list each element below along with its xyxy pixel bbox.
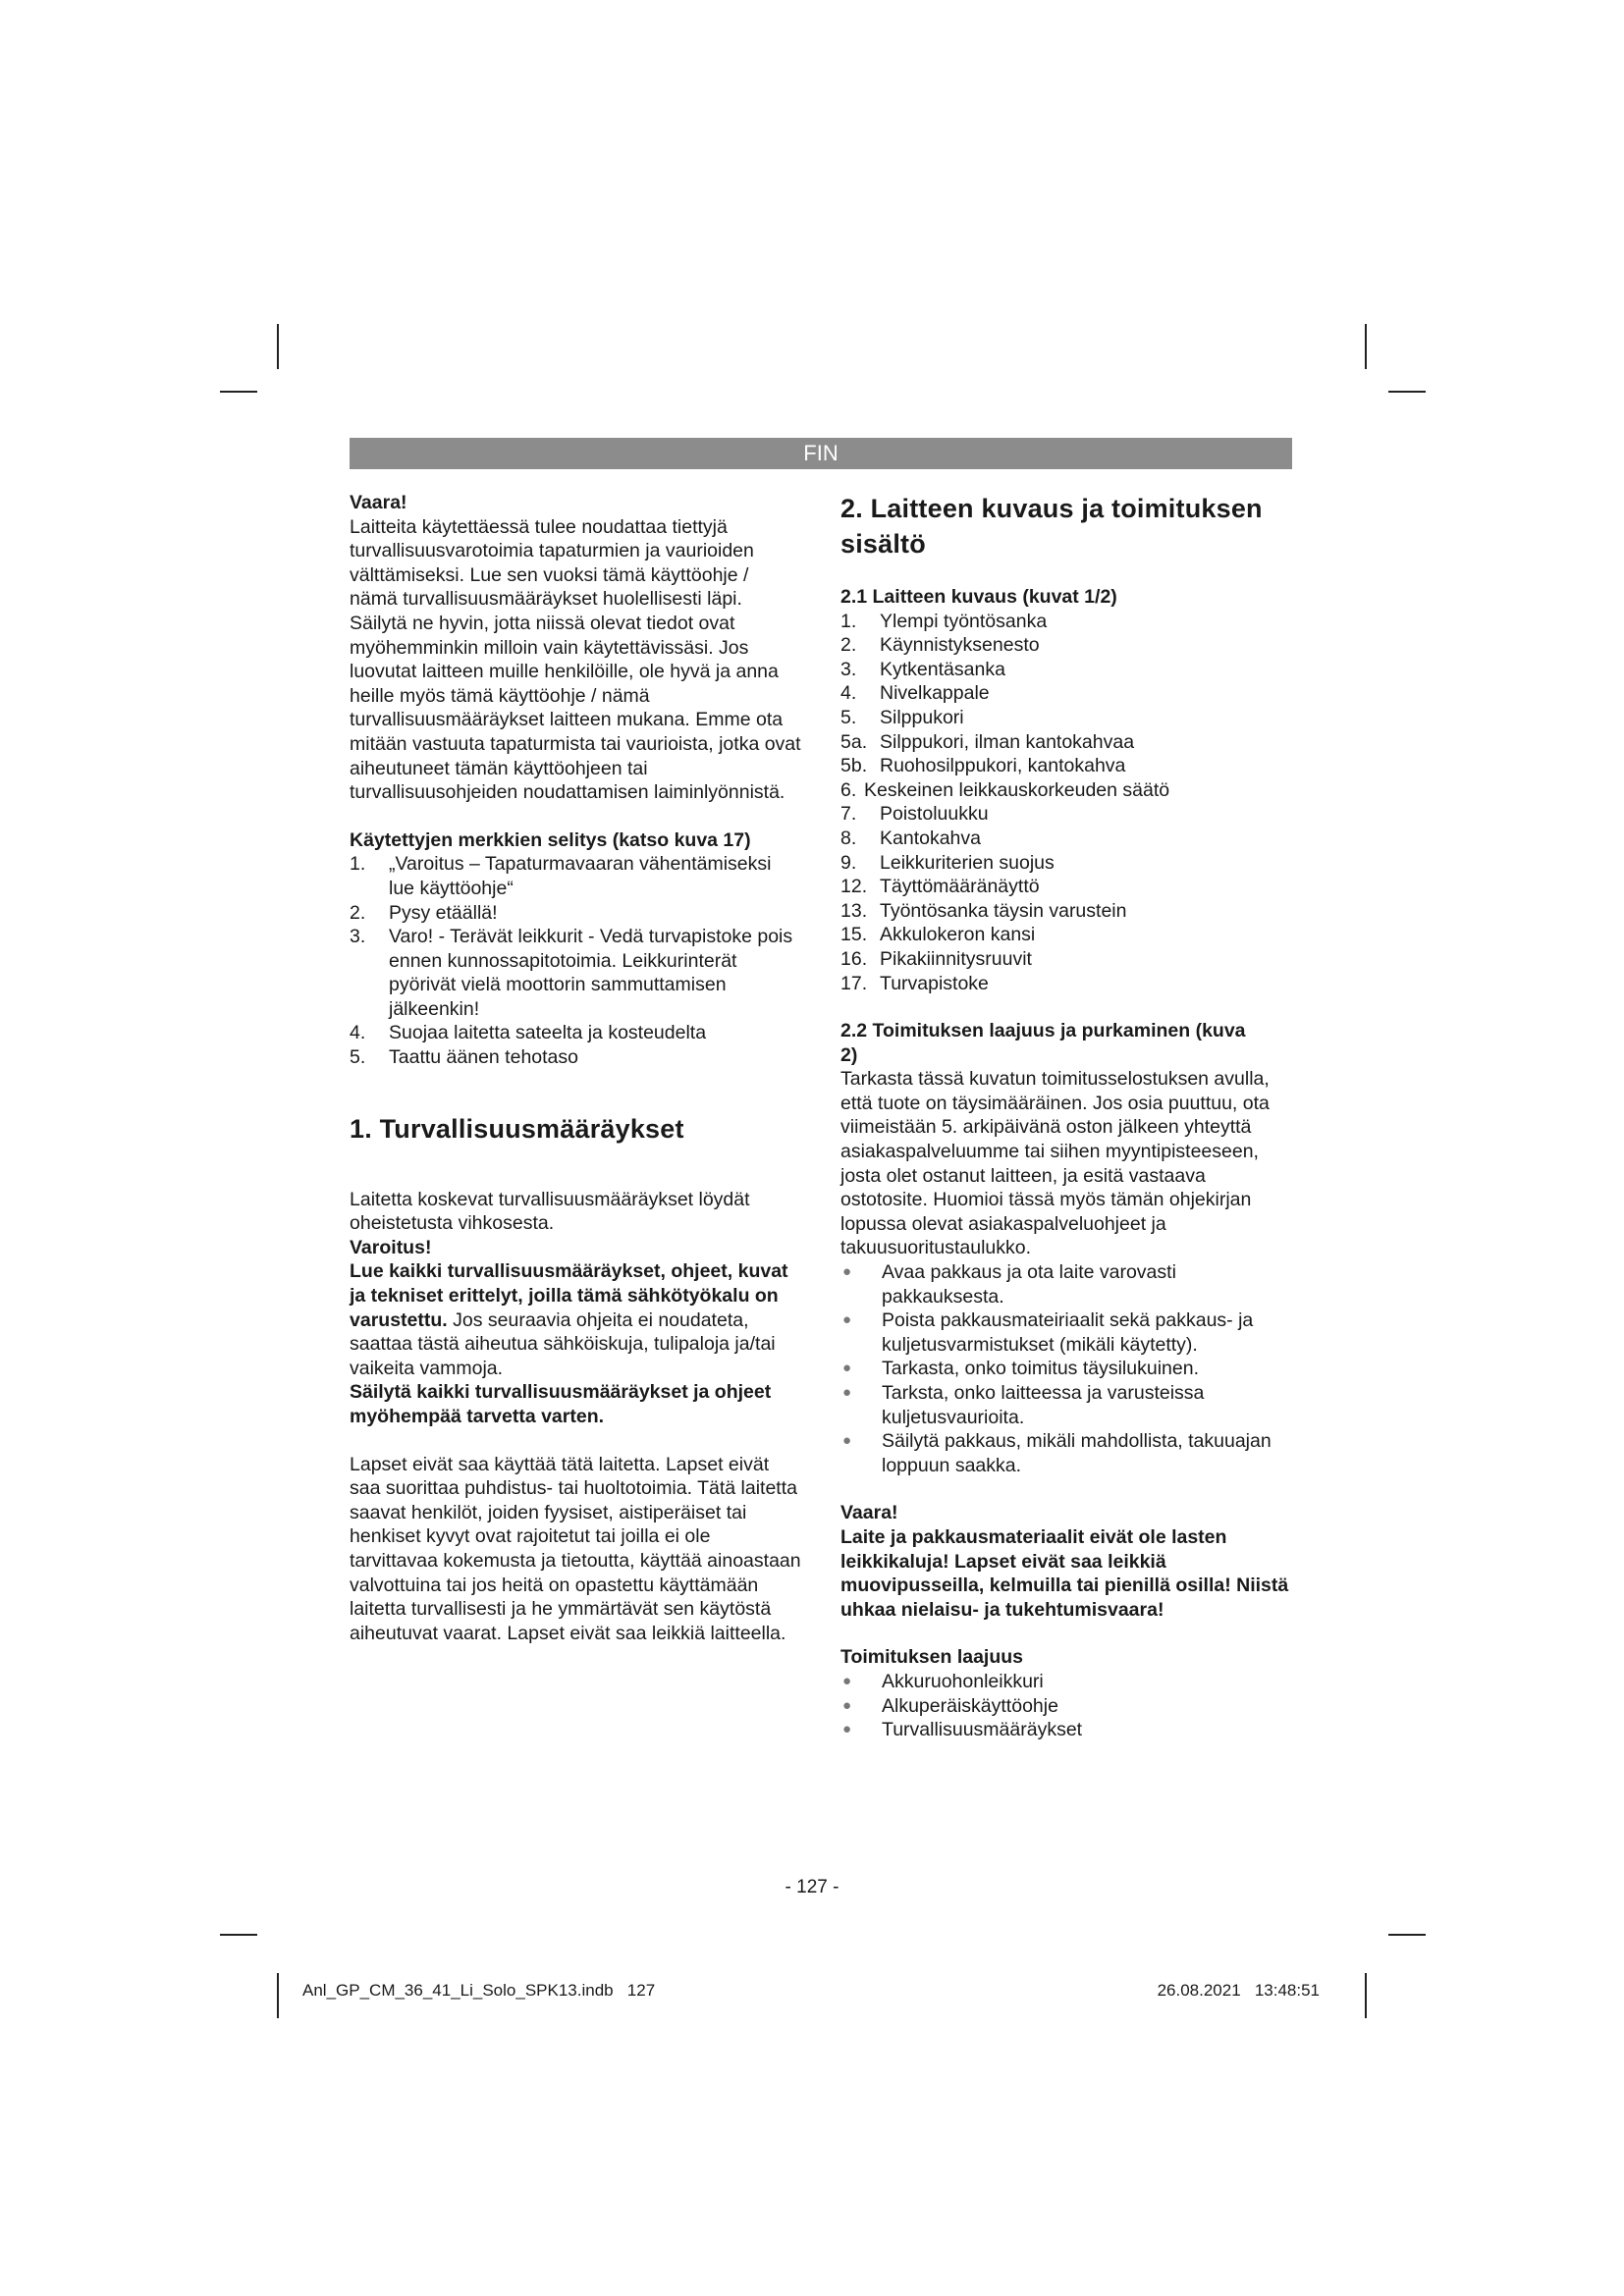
parts-list: [840, 610, 1292, 996]
warning-2-title: Varoitus!: [350, 1236, 432, 1258]
item-text: Tarksta, onko laitteessa ja varusteissa kuljetusvaurioita.: [882, 1382, 1205, 1428]
symbols-list: [350, 852, 801, 1069]
list-item: [840, 972, 1292, 996]
list-item: [840, 730, 1292, 755]
item-number: 7.: [840, 803, 857, 826]
item-text: Varo! - Terävät leikkurit - Vedä turvapistoke pois ennen kunnossapitotoimia. Leikkurinterät pyörivät vielä moottorin sammuttamisen jälkeenkin!: [389, 926, 793, 1020]
list-item: [350, 901, 801, 926]
symbols-title: Käytettyjen merkkien selitys (katso kuva 17): [350, 828, 751, 851]
item-number: 3.: [840, 658, 857, 680]
warning-2-keep: Säilytä kaikki turvallisuusmääräykset ja ohjeet myöhempää tarvetta varten.: [350, 1381, 772, 1427]
list-item: [350, 925, 801, 1021]
list-item: ● Säilytä pakkaus, mikäli mahdollista, takuuajan loppuun saakka.: [840, 1429, 1292, 1477]
list-item: [840, 610, 1292, 634]
item-text: Avaa pakkaus ja ota laite varovasti pakkauksesta.: [882, 1261, 1176, 1308]
item-text: Täyttömääränäyttö: [880, 876, 1040, 898]
list-item: [840, 851, 1292, 876]
children-text: Lapset eivät saa käyttää tätä laitetta. Lapset eivät saa suorittaa puhdistus- tai huoltotoimia. Tätä laitetta saavat henkilöt, joiden fyysiset, aistiperäiset tai henkiset kyvyt ovat rajoitetut tai joilla ei ole tarvittavaa kokemusta ja tietoutta, käyttää ainoastaan valvottuina tai jos heitä on opastettu käyttämään laitetta turvallisesti ja he ymmärtävät sen käytöstä aiheutuvat vaarat. Lapset eivät saa leikkiä laitteella.: [350, 1453, 801, 1644]
language-header-bar: [350, 438, 1292, 469]
item-number: 5.: [350, 1046, 366, 1069]
item-number: 6.: [840, 778, 857, 801]
item-number: 1.: [840, 610, 857, 632]
item-text: Työntösanka täysin varustein: [880, 899, 1127, 922]
item-number: 4.: [840, 682, 857, 705]
scope-list: [840, 1670, 1292, 1742]
item-number: 15.: [840, 924, 868, 946]
subsection-2-1-title: 2.1 Laitteen kuvaus (kuvat 1/2): [840, 586, 1117, 608]
list-item: [350, 1045, 801, 1070]
item-text: Keskeinen leikkauskorkeuden säätö: [864, 778, 1170, 801]
warning-3-title: Vaara!: [840, 1502, 898, 1524]
item-text: Kytkentäsanka: [880, 658, 1005, 680]
item-number: 2.: [350, 901, 366, 924]
crop-mark: [1365, 324, 1367, 369]
item-text: Ruohosilppukori, kantokahva: [880, 755, 1126, 777]
item-number: 16.: [840, 947, 868, 970]
item-text: Nivelkappale: [880, 682, 990, 705]
item-text: Suojaa laitetta sateelta ja kosteudelta: [389, 1022, 707, 1044]
item-text: Pysy etäällä!: [389, 901, 498, 924]
crop-mark: [220, 1934, 257, 1936]
item-number: 1.: [350, 853, 366, 876]
warning-2-bold: Lue kaikki turvallisuusmääräykset, ohjeet, kuvat ja tekniset erittelyt, joilla tämä sähkötyökalu on varustettu.: [350, 1260, 788, 1331]
language-label: FIN: [803, 441, 839, 465]
subsection-2-2-title: 2.2 Toimituksen laajuus ja purkaminen (kuva 2): [840, 1020, 1246, 1066]
footer-date-time: 26.08.2021 13:48:51: [1157, 1981, 1320, 2000]
crop-mark: [1388, 1934, 1426, 1936]
item-number: 2.: [840, 634, 857, 657]
right-column: [840, 491, 1292, 1742]
item-number: 3.: [350, 926, 366, 948]
section-2-title: 2. Laitteen kuvaus ja toimituksen sisältö: [840, 494, 1263, 559]
list-item: [350, 852, 801, 900]
list-item: [840, 754, 1292, 778]
list-item: [840, 923, 1292, 947]
item-text: Turvapistoke: [880, 972, 989, 994]
list-item: [840, 706, 1292, 730]
crop-mark: [1365, 1973, 1367, 2018]
item-number: 13.: [840, 899, 868, 922]
list-item: [840, 778, 1292, 803]
warning-title: Vaara!: [350, 492, 407, 513]
scope-title: Toimituksen laajuus: [840, 1646, 1024, 1669]
crop-mark: [277, 324, 279, 369]
item-text: Akkuruohonleikkuri: [882, 1670, 1044, 1692]
item-text: Taattu äänen tehotaso: [389, 1046, 578, 1069]
warning-2-paragraph: [350, 1259, 801, 1380]
list-item: [840, 947, 1292, 972]
section-1-intro: Laitetta koskevat turvallisuusmääräykset löydät oheistetusta vihkosesta.: [350, 1188, 750, 1235]
list-item: ● Poista pakkausmateiriaalit sekä pakkaus- ja kuljetusvarmistukset (mikäli käytetty).: [840, 1308, 1292, 1357]
list-item: ● Akkuruohonleikkuri: [840, 1670, 1292, 1694]
list-item: ● Avaa pakkaus ja ota laite varovasti pakkauksesta.: [840, 1260, 1292, 1308]
item-text: Tarkasta, onko toimitus täysilukuinen.: [882, 1358, 1199, 1380]
item-number: 5b.: [840, 755, 868, 777]
item-number: 9.: [840, 851, 857, 874]
page-number: - 127 -: [785, 1877, 839, 1897]
item-text: Silppukori, ilman kantokahvaa: [880, 730, 1135, 753]
subsection-2-2-text: Tarkasta tässä kuvatun toimitusselostuksen avulla, että tuote on täysimääräinen. Jos osia puuttuu, ota viimeistään 5. arkipäivänä oston jälkeen yhteyttä asiakaspalveluumme tai siihen myyntipisteeseen, josta olet ostanut laitteen, ja esitä vastaava ostotosite. Huomioi tässä myös tämän ohjekirjan lopussa olevat asiakaspalveluohjeet ja takuusuoritustaulukko.: [840, 1068, 1270, 1259]
item-number: 17.: [840, 972, 868, 994]
item-text: Alkuperäiskäyttöohje: [882, 1694, 1058, 1717]
warning-3-text: Laite ja pakkausmateriaalit eivät ole lasten leikkikaluja! Lapset eivät saa leikkiä muovipusseilla, kelmuilla tai pienillä osilla! Niistä uhkaa nielaisu- ja tukehtumisvaara!: [840, 1525, 1289, 1621]
item-number: 5a.: [840, 730, 868, 753]
item-text: Pikakiinnitysruuvit: [880, 947, 1032, 970]
left-column: [350, 491, 801, 1645]
section-1-title: 1. Turvallisuusmääräykset: [350, 1113, 684, 1144]
item-text: „Varoitus – Tapaturmavaaran vähentämiseksi lue käyttöohje“: [389, 853, 772, 899]
list-item: [350, 1021, 801, 1045]
list-item: [840, 875, 1292, 899]
unpack-steps-list: [840, 1260, 1292, 1477]
list-item: [840, 802, 1292, 827]
item-text: Säilytä pakkaus, mikäli mahdollista, takuuajan loppuun saakka.: [882, 1430, 1272, 1476]
item-text: Ylempi työntösanka: [880, 610, 1048, 632]
item-text: Käynnistyksenesto: [880, 634, 1040, 657]
crop-mark: [277, 1973, 279, 2018]
item-text: Silppukori: [880, 706, 964, 728]
list-item: [840, 827, 1292, 851]
item-number: 5.: [840, 706, 857, 728]
item-text: Kantokahva: [880, 827, 981, 849]
footer-file-name: Anl_GP_CM_36_41_Li_Solo_SPK13.indb 127: [302, 1981, 656, 2000]
list-item: ● Tarksta, onko laitteessa ja varusteissa kuljetusvaurioita.: [840, 1381, 1292, 1429]
item-number: 12.: [840, 876, 868, 898]
list-item: [840, 633, 1292, 658]
item-text: Poistoluukku: [880, 803, 989, 826]
crop-mark: [1388, 391, 1426, 393]
list-item: ● Tarkasta, onko toimitus täysilukuinen.: [840, 1357, 1292, 1381]
item-number: 4.: [350, 1022, 366, 1044]
warning-2-text: Jos seuraavia ohjeita ei noudateta, saattaa tästä aiheutua sähköiskuja, tulipaloja ja/tai vaikeita vammoja.: [350, 1308, 776, 1379]
list-item: ● Turvallisuusmääräykset: [840, 1718, 1292, 1742]
item-text: Turvallisuusmääräykset: [882, 1719, 1083, 1741]
item-text: Leikkuriterien suojus: [880, 851, 1055, 874]
item-number: 8.: [840, 827, 857, 849]
list-item: [840, 899, 1292, 924]
item-text: Poista pakkausmateiriaalit sekä pakkaus- ja kuljetusvarmistukset (mikäli käytetty).: [882, 1309, 1254, 1356]
list-item: [840, 658, 1292, 682]
warning-text: Laitteita käytettäessä tulee noudattaa tiettyjä turvallisuusvarotoimia tapaturmien ja vaurioiden välttämiseksi. Lue sen vuoksi tämä käyttöohje / nämä turvallisuusmääräykset huolellisesti läpi. Säilytä ne hyvin, jotta niissä olevat tiedot ovat myöhemminkin milloin vain käytettävissäsi. Jos luovutat laitteen muille henkilöille, ole hyvä ja anna heille myös tämä käyttöohje / nämä turvallisuusmääräykset laitteen mukana. Emme ota mitään vastuuta tapaturmista tai vaurioista, jotka ovat aiheutuneet tämän käyttöohjeen tai turvallisuusohjeiden noudattamisen laiminlyönnistä.: [350, 515, 801, 804]
list-item: ● Alkuperäiskäyttöohje: [840, 1694, 1292, 1719]
crop-mark: [220, 391, 257, 393]
list-item: [840, 681, 1292, 706]
item-text: Akkulokeron kansi: [880, 924, 1036, 946]
